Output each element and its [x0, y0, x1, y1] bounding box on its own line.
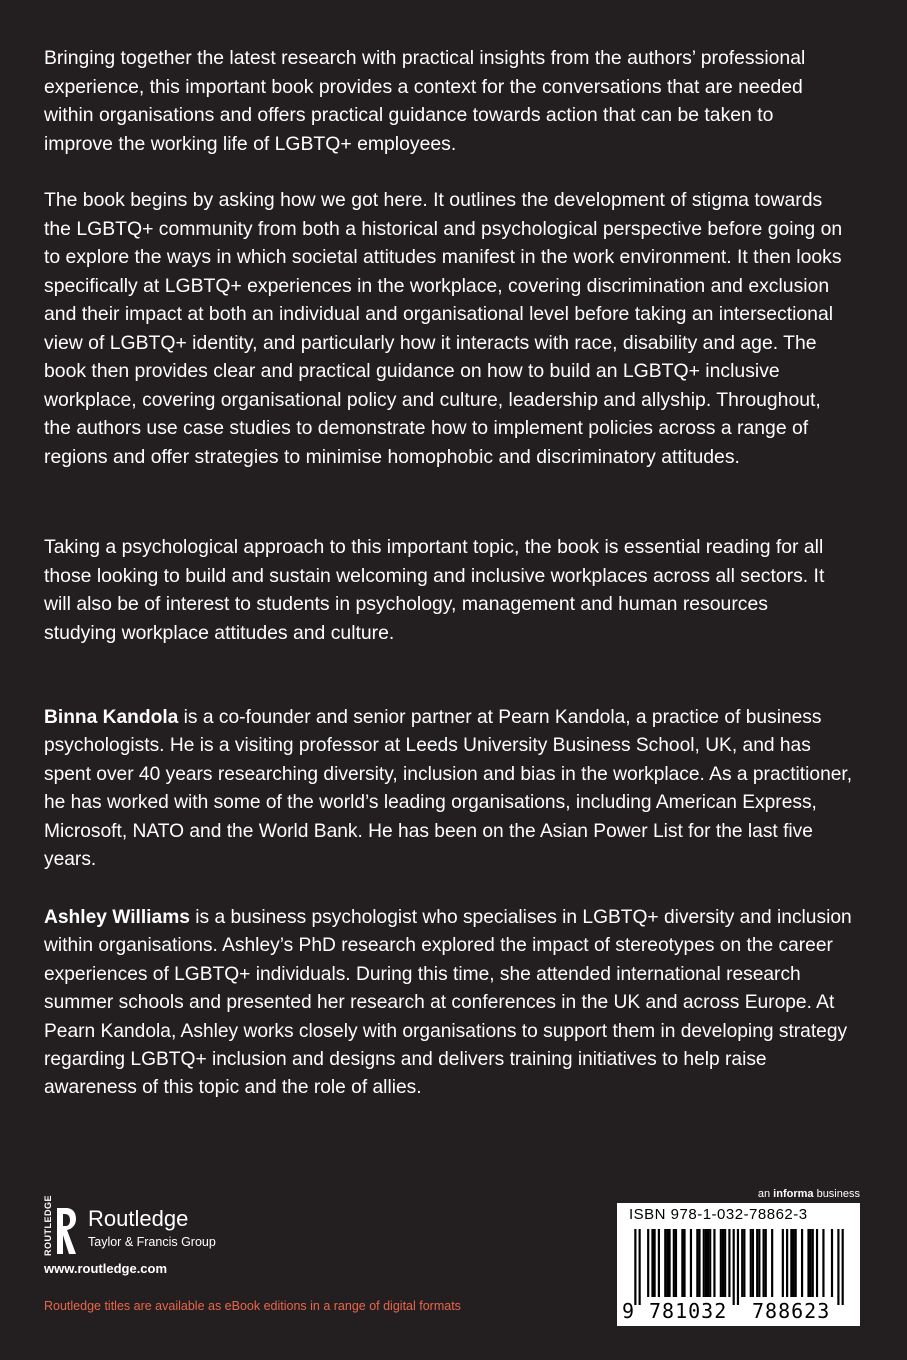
barcode-bar — [658, 1229, 660, 1297]
author-bio-ashley-williams — [44, 904, 854, 1103]
barcode-bar — [812, 1229, 814, 1297]
barcode-bar — [758, 1229, 760, 1297]
publisher-group: Taylor & Francis Group — [88, 1235, 216, 1249]
barcode-bar — [664, 1229, 666, 1297]
routledge-r-icon — [54, 1206, 78, 1256]
blurb-paragraph-3: Taking a psychological approach to this important topic, the book is essential reading for all those looking to build and sustain welcoming and inclusive workplaces across all sectors. It will also be of interest to students in psychology, management and human resources studying workplace attitudes and culture. — [44, 536, 825, 644]
publisher-name: Routledge — [88, 1206, 189, 1231]
isbn-label: ISBN 978-1-032-78862-3 — [629, 1206, 808, 1223]
author-bio-text: is a co-founder and senior partner at Pearn Kandola, a practice of business psychologists. He is a visiting professor at Leeds University Business School, UK, and has spent over 40 years researching diversity, inclusion and bias in the workplace. As a practitioner, he has worked with some of the world’s leading organisations, including American Express, Microsoft, NATO and the World Bank. He has been on the Asian Power List for the last five years. — [44, 707, 853, 871]
informa-brand: informa — [773, 1188, 814, 1200]
barcode-digits-right: 788623 — [752, 1299, 831, 1323]
blurb-paragraph-2: The book begins by asking how we got here. It outlines the development of stigma towards the LGBTQ+ community from both a historical and psychological perspective before going on to explore the ways in which societal attitudes manifest in the work environment. It then looks specifically at LGBTQ+ experiences in the workplace, covering discrimination and exclusion and their impact at both an individual and organisational level before taking an intersectional view of LGBTQ+ identity, and particularly how it interacts with race, disability and age. The book then provides clear and practical guidance on how to build an LGBTQ+ inclusive workplace, covering organisational policy and culture, leadership and allyship. Throughout, the authors use case studies to demonstrate how to implement policies across a range of regions and offer strategies to minimise homophobic and discriminatory attitudes. — [44, 189, 843, 468]
barcode-bar — [750, 1229, 752, 1297]
barcode-bar — [810, 1229, 812, 1297]
blurb-paragraph-1: Bringing together the latest research with practical insights from the authors’ professional experience, this important book provides a context for the conversations that are needed within organisations and offers practical guidance towards action that can be taken to improve the working life of LGBTQ+ employees. — [44, 47, 806, 155]
publisher-url[interactable]: www.routledge.com — [44, 1261, 168, 1276]
barcode-bar — [763, 1229, 765, 1297]
barcode-bar — [666, 1229, 668, 1297]
barcode-bar — [668, 1229, 670, 1297]
author-bio-binna-kandola — [44, 704, 854, 874]
barcode-bar — [707, 1229, 709, 1297]
barcode-bar — [639, 1229, 641, 1305]
barcode-bar — [681, 1229, 683, 1297]
barcode-bar — [756, 1229, 758, 1297]
barcode-bar — [842, 1229, 844, 1305]
barcode-bar — [801, 1229, 803, 1297]
barcode-bar — [782, 1229, 784, 1297]
barcode-bar — [673, 1229, 675, 1297]
routledge-vertical-wordmark — [42, 1194, 54, 1256]
barcode-bar — [703, 1229, 705, 1297]
barcode-bar — [709, 1229, 711, 1297]
barcode-bar — [634, 1229, 636, 1305]
barcode-bar — [752, 1229, 754, 1297]
barcode-bar — [831, 1229, 833, 1297]
barcode-bars — [630, 1229, 848, 1305]
barcode-bar — [771, 1229, 773, 1297]
barcode-bar — [647, 1229, 649, 1297]
barcode-bar — [722, 1229, 724, 1297]
barcode-bar — [713, 1229, 715, 1297]
ebook-availability-note: Routledge titles are available as eBook editions in a range of digital formats — [44, 1299, 461, 1313]
barcode-digits-left: 781032 — [649, 1299, 728, 1323]
barcode-bar — [724, 1229, 726, 1297]
barcode-digit-first: 9 — [622, 1299, 635, 1323]
barcode-bar — [741, 1229, 743, 1297]
barcode-bar — [790, 1229, 792, 1297]
barcode-bar — [705, 1229, 707, 1297]
barcode-bar — [816, 1229, 818, 1297]
barcode-bar — [765, 1229, 767, 1297]
barcode-bar — [807, 1229, 809, 1297]
barcode-bar — [792, 1229, 794, 1297]
isbn-barcode — [617, 1203, 860, 1326]
barcode-bar — [786, 1229, 788, 1297]
author-bio-text: is a business psychologist who specialises in LGBTQ+ diversity and inclusion within organisations. Ashley’s PhD research explored the impact of stereotypes on the career experiences of LGBTQ+ individuals. During this time, she attended international research summer schools and presented her research at conferences in the UK and across Europe. At Pearn Kandola, Ashley works closely with organisations to support them in developing strategy regarding LGBTQ+ inclusion and designs and delivers training initiatives to help raise awareness of this topic and the role of allies. — [44, 907, 852, 1099]
informa-business-tagline: an informa business — [757, 1188, 860, 1200]
barcode-bar — [654, 1229, 656, 1297]
barcode-bar — [720, 1229, 722, 1297]
barcode-bar — [690, 1229, 692, 1297]
barcode-bar — [698, 1229, 700, 1297]
barcode-bar — [837, 1229, 839, 1305]
barcode-bar — [728, 1229, 730, 1297]
barcode-bar — [675, 1229, 677, 1297]
barcode-bar — [683, 1229, 685, 1297]
routledge-vertical-text: ROUTLEDGE — [43, 1194, 53, 1256]
author-name: Ashley Williams — [44, 907, 190, 928]
barcode-bar — [696, 1229, 698, 1297]
barcode-bar — [651, 1229, 653, 1297]
barcode-bar — [822, 1229, 824, 1297]
barcode-bar — [733, 1229, 735, 1305]
barcode-bar — [743, 1229, 745, 1297]
barcode-bar — [795, 1229, 797, 1297]
author-name: Binna Kandola — [44, 707, 179, 728]
barcode-bar — [737, 1229, 739, 1305]
